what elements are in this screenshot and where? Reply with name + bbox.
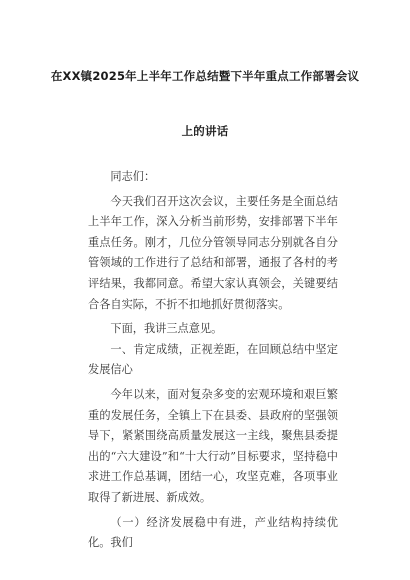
document-title-line-2: 上的讲话 [181, 124, 229, 138]
paragraph-opening: 今天我们召开这次会议，主要任务是全面总结上半年工作，深入分析当前形势，安排部署下半年重点任务。刚才，几位分管领导同志分别就各自分管领域的工作进行了总结和部署，通报了各村的考评结果，我都同意。希望大家认真领会，关键要结合各自实际，不折不扣地抓好贯彻落实。 [88, 194, 338, 311]
salutation: 同志们： [110, 170, 156, 183]
paragraph-achievements: 今年以来，面对复杂多变的宏观环境和艰巨繁重的发展任务，全镇上下在县委、县政府的坚强领导下，紧紧围绕高质量发展这一主线，聚焦县委提出的“六大建设”和“十大行动”目标要求，坚持稳中求进工作总基调，团结一心，攻坚克难，各项事业取得了新进展、新成效。 [88, 387, 338, 504]
section-heading-1: 一、肯定成绩，正视差距，在回顾总结中坚定发展信心 [88, 342, 338, 377]
paragraph-intro-points: 下面，我讲三点意见。 [110, 322, 223, 336]
subsection-heading-1: （一）经济发展稳中有进，产业结构持续优化。我们 [88, 515, 338, 550]
document-body [88, 167, 338, 554]
document-title-line-1: 在XX镇2025年上半年工作总结暨下半年重点工作部署会议 [50, 69, 360, 83]
